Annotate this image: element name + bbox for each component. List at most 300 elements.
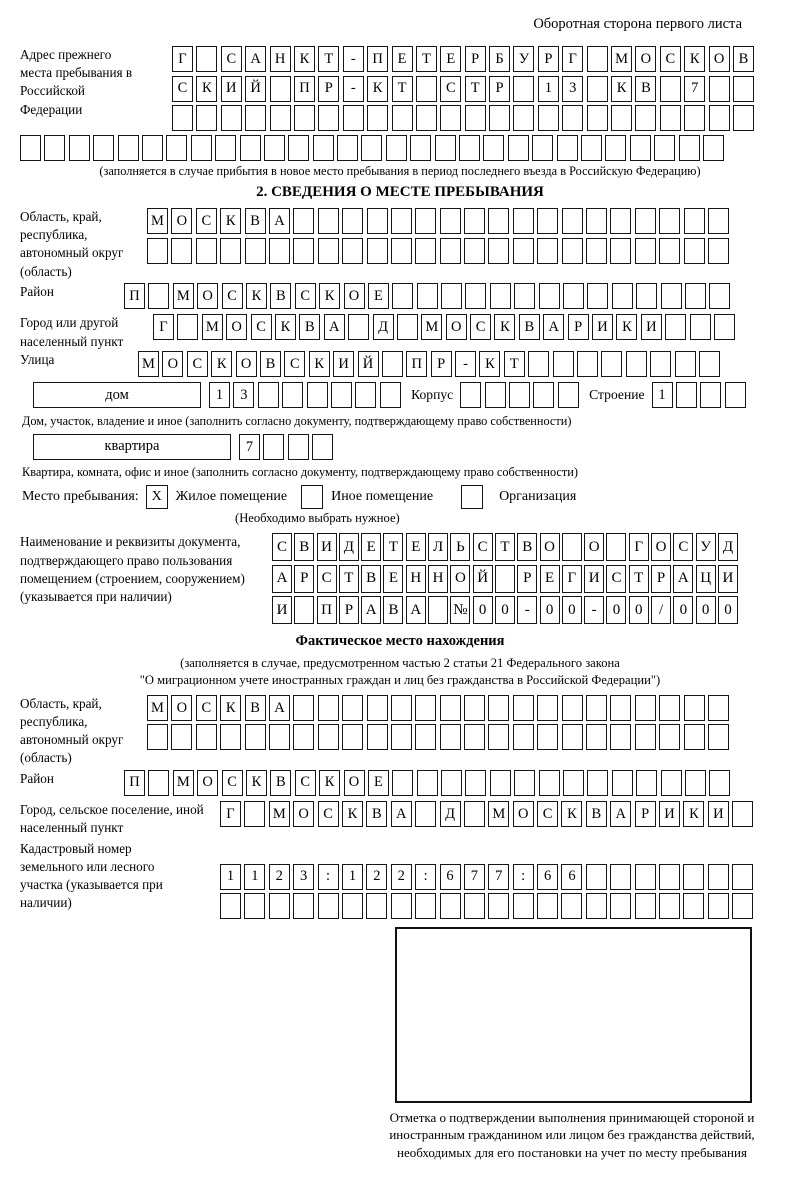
char-box[interactable]: - <box>343 46 364 72</box>
char-box[interactable]: К <box>220 695 241 721</box>
char-box[interactable]: Д <box>373 314 394 340</box>
char-box[interactable] <box>166 135 187 161</box>
char-box[interactable]: Т <box>495 533 515 561</box>
char-box[interactable] <box>258 382 279 408</box>
char-box[interactable] <box>586 893 607 919</box>
char-box[interactable] <box>416 105 437 131</box>
char-box[interactable]: К <box>616 314 637 340</box>
char-box[interactable] <box>488 724 509 750</box>
char-box[interactable] <box>489 105 510 131</box>
char-box[interactable]: И <box>584 565 604 593</box>
char-box[interactable] <box>537 238 558 264</box>
char-box[interactable] <box>709 770 730 796</box>
char-box[interactable]: С <box>318 801 339 827</box>
char-box[interactable]: О <box>540 533 560 561</box>
char-box[interactable] <box>342 893 363 919</box>
char-box[interactable] <box>147 724 168 750</box>
char-box[interactable]: М <box>611 46 632 72</box>
char-box[interactable] <box>659 208 680 234</box>
char-box[interactable] <box>464 801 485 827</box>
char-box[interactable]: В <box>270 283 291 309</box>
char-box[interactable]: С <box>196 695 217 721</box>
char-box[interactable] <box>415 208 436 234</box>
char-box[interactable] <box>282 382 303 408</box>
char-box[interactable] <box>343 105 364 131</box>
char-box[interactable] <box>342 724 363 750</box>
char-box[interactable] <box>709 105 730 131</box>
char-box[interactable]: 6 <box>440 864 461 890</box>
char-box[interactable] <box>391 893 412 919</box>
checkbox-other-premises[interactable] <box>301 485 323 509</box>
char-box[interactable]: Й <box>245 76 266 102</box>
char-box[interactable] <box>386 135 407 161</box>
char-box[interactable] <box>380 382 401 408</box>
char-box[interactable] <box>537 724 558 750</box>
char-box[interactable]: Д <box>718 533 738 561</box>
char-box[interactable]: В <box>245 208 266 234</box>
char-box[interactable] <box>732 864 753 890</box>
char-box[interactable]: Р <box>517 565 537 593</box>
char-box[interactable]: О <box>162 351 183 377</box>
char-box[interactable] <box>513 724 534 750</box>
char-box[interactable] <box>465 283 486 309</box>
char-box[interactable] <box>650 351 671 377</box>
char-box[interactable] <box>93 135 114 161</box>
char-box[interactable]: Е <box>368 770 389 796</box>
char-box[interactable]: С <box>295 770 316 796</box>
char-box[interactable] <box>538 105 559 131</box>
char-box[interactable] <box>659 893 680 919</box>
char-box[interactable]: О <box>197 770 218 796</box>
char-box[interactable]: К <box>561 801 582 827</box>
char-box[interactable]: П <box>124 770 145 796</box>
char-box[interactable]: С <box>172 76 193 102</box>
char-box[interactable]: О <box>344 283 365 309</box>
char-box[interactable]: 0 <box>540 596 560 624</box>
checkbox-organization[interactable] <box>461 485 483 509</box>
char-box[interactable]: А <box>269 208 290 234</box>
char-box[interactable] <box>488 238 509 264</box>
char-box[interactable]: И <box>708 801 729 827</box>
char-box[interactable]: К <box>479 351 500 377</box>
char-box[interactable] <box>318 105 339 131</box>
char-box[interactable]: В <box>635 76 656 102</box>
char-box[interactable] <box>318 695 339 721</box>
char-box[interactable]: 1 <box>652 382 673 408</box>
char-box[interactable] <box>415 801 436 827</box>
char-box[interactable] <box>509 382 530 408</box>
char-box[interactable] <box>177 314 198 340</box>
char-box[interactable]: Т <box>504 351 525 377</box>
char-box[interactable] <box>562 695 583 721</box>
char-box[interactable]: Д <box>339 533 359 561</box>
house-type-box[interactable]: дом <box>33 382 201 408</box>
char-box[interactable]: А <box>391 801 412 827</box>
char-box[interactable]: О <box>171 208 192 234</box>
char-box[interactable] <box>488 695 509 721</box>
char-box[interactable] <box>665 314 686 340</box>
char-box[interactable]: М <box>488 801 509 827</box>
char-box[interactable] <box>732 893 753 919</box>
char-box[interactable] <box>537 695 558 721</box>
char-box[interactable]: Г <box>220 801 241 827</box>
char-box[interactable]: 0 <box>606 596 626 624</box>
char-box[interactable] <box>485 382 506 408</box>
char-box[interactable] <box>391 724 412 750</box>
char-box[interactable]: В <box>519 314 540 340</box>
char-box[interactable] <box>147 238 168 264</box>
char-box[interactable] <box>355 382 376 408</box>
char-box[interactable]: 0 <box>696 596 716 624</box>
char-box[interactable] <box>610 695 631 721</box>
char-box[interactable]: 1 <box>209 382 230 408</box>
char-box[interactable]: 7 <box>239 434 260 460</box>
char-box[interactable]: О <box>446 314 467 340</box>
char-box[interactable] <box>676 382 697 408</box>
char-box[interactable] <box>392 770 413 796</box>
char-box[interactable] <box>294 105 315 131</box>
char-box[interactable] <box>337 135 358 161</box>
char-box[interactable] <box>441 770 462 796</box>
char-box[interactable] <box>537 208 558 234</box>
char-box[interactable]: С <box>251 314 272 340</box>
char-box[interactable] <box>513 695 534 721</box>
char-box[interactable] <box>586 724 607 750</box>
char-box[interactable]: А <box>543 314 564 340</box>
char-box[interactable] <box>684 724 705 750</box>
char-box[interactable]: Е <box>440 46 461 72</box>
char-box[interactable]: К <box>342 801 363 827</box>
char-box[interactable]: 2 <box>391 864 412 890</box>
char-box[interactable] <box>610 724 631 750</box>
char-box[interactable] <box>361 135 382 161</box>
char-box[interactable]: С <box>473 533 493 561</box>
char-box[interactable]: Б <box>489 46 510 72</box>
char-box[interactable] <box>610 893 631 919</box>
char-box[interactable] <box>342 238 363 264</box>
char-box[interactable] <box>654 135 675 161</box>
char-box[interactable]: Т <box>629 565 649 593</box>
char-box[interactable] <box>293 893 314 919</box>
char-box[interactable]: Н <box>270 46 291 72</box>
char-box[interactable] <box>675 351 696 377</box>
char-box[interactable]: О <box>197 283 218 309</box>
char-box[interactable] <box>435 135 456 161</box>
char-box[interactable] <box>684 695 705 721</box>
char-box[interactable]: И <box>317 533 337 561</box>
char-box[interactable] <box>635 893 656 919</box>
char-box[interactable]: Р <box>635 801 656 827</box>
char-box[interactable] <box>20 135 41 161</box>
char-box[interactable]: О <box>513 801 534 827</box>
apartment-type-box[interactable]: квартира <box>33 434 231 460</box>
char-box[interactable]: Е <box>361 533 381 561</box>
char-box[interactable]: М <box>202 314 223 340</box>
char-box[interactable] <box>148 283 169 309</box>
char-box[interactable]: О <box>293 801 314 827</box>
char-box[interactable] <box>245 724 266 750</box>
char-box[interactable]: 0 <box>673 596 693 624</box>
char-box[interactable]: 1 <box>342 864 363 890</box>
char-box[interactable]: О <box>236 351 257 377</box>
char-box[interactable]: 0 <box>562 596 582 624</box>
char-box[interactable]: 2 <box>366 864 387 890</box>
char-box[interactable] <box>464 208 485 234</box>
char-box[interactable] <box>708 724 729 750</box>
char-box[interactable]: А <box>610 801 631 827</box>
char-box[interactable]: В <box>270 770 291 796</box>
char-box[interactable] <box>348 314 369 340</box>
char-box[interactable] <box>684 238 705 264</box>
char-box[interactable]: М <box>138 351 159 377</box>
char-box[interactable] <box>610 864 631 890</box>
char-box[interactable]: Е <box>406 533 426 561</box>
char-box[interactable] <box>367 724 388 750</box>
char-box[interactable]: М <box>147 208 168 234</box>
char-box[interactable] <box>367 208 388 234</box>
char-box[interactable]: А <box>269 695 290 721</box>
char-box[interactable]: С <box>196 208 217 234</box>
char-box[interactable]: 3 <box>562 76 583 102</box>
char-box[interactable] <box>684 105 705 131</box>
char-box[interactable]: 0 <box>473 596 493 624</box>
char-box[interactable]: С <box>660 46 681 72</box>
char-box[interactable]: 6 <box>537 864 558 890</box>
char-box[interactable] <box>725 382 746 408</box>
char-box[interactable]: О <box>171 695 192 721</box>
char-box[interactable] <box>635 864 656 890</box>
char-box[interactable]: 1 <box>244 864 265 890</box>
char-box[interactable]: П <box>294 76 315 102</box>
char-box[interactable]: Т <box>392 76 413 102</box>
char-box[interactable] <box>587 105 608 131</box>
char-box[interactable] <box>558 382 579 408</box>
char-box[interactable]: 7 <box>488 864 509 890</box>
char-box[interactable] <box>392 283 413 309</box>
char-box[interactable] <box>245 238 266 264</box>
char-box[interactable] <box>488 893 509 919</box>
char-box[interactable] <box>708 208 729 234</box>
char-box[interactable]: О <box>344 770 365 796</box>
char-box[interactable]: Е <box>540 565 560 593</box>
char-box[interactable] <box>630 135 651 161</box>
char-box[interactable]: 6 <box>561 864 582 890</box>
char-box[interactable]: А <box>406 596 426 624</box>
char-box[interactable] <box>732 801 753 827</box>
char-box[interactable] <box>440 238 461 264</box>
char-box[interactable]: Т <box>318 46 339 72</box>
char-box[interactable] <box>659 238 680 264</box>
char-box[interactable] <box>215 135 236 161</box>
char-box[interactable] <box>661 770 682 796</box>
char-box[interactable]: В <box>586 801 607 827</box>
char-box[interactable] <box>171 238 192 264</box>
char-box[interactable] <box>513 208 534 234</box>
char-box[interactable] <box>709 283 730 309</box>
char-box[interactable] <box>626 351 647 377</box>
char-box[interactable]: К <box>684 46 705 72</box>
char-box[interactable]: И <box>659 801 680 827</box>
char-box[interactable]: С <box>187 351 208 377</box>
char-box[interactable] <box>312 434 333 460</box>
char-box[interactable] <box>586 208 607 234</box>
char-box[interactable] <box>264 135 285 161</box>
char-box[interactable] <box>699 351 720 377</box>
char-box[interactable]: 3 <box>233 382 254 408</box>
char-box[interactable] <box>660 76 681 102</box>
char-box[interactable] <box>465 770 486 796</box>
char-box[interactable]: И <box>333 351 354 377</box>
char-box[interactable]: Е <box>368 283 389 309</box>
char-box[interactable] <box>636 770 657 796</box>
char-box[interactable] <box>307 382 328 408</box>
char-box[interactable] <box>342 208 363 234</box>
char-box[interactable] <box>196 105 217 131</box>
char-box[interactable]: Т <box>416 46 437 72</box>
char-box[interactable]: У <box>513 46 534 72</box>
char-box[interactable]: О <box>651 533 671 561</box>
char-box[interactable] <box>587 770 608 796</box>
char-box[interactable] <box>587 283 608 309</box>
char-box[interactable]: В <box>299 314 320 340</box>
char-box[interactable]: / <box>651 596 671 624</box>
char-box[interactable]: С <box>284 351 305 377</box>
char-box[interactable]: М <box>269 801 290 827</box>
char-box[interactable]: А <box>673 565 693 593</box>
char-box[interactable] <box>415 893 436 919</box>
char-box[interactable] <box>416 76 437 102</box>
char-box[interactable] <box>514 770 535 796</box>
char-box[interactable] <box>460 382 481 408</box>
char-box[interactable]: М <box>173 283 194 309</box>
char-box[interactable] <box>172 105 193 131</box>
char-box[interactable]: К <box>275 314 296 340</box>
char-box[interactable]: 0 <box>718 596 738 624</box>
char-box[interactable] <box>318 893 339 919</box>
char-box[interactable]: Н <box>428 565 448 593</box>
char-box[interactable] <box>318 724 339 750</box>
char-box[interactable] <box>708 864 729 890</box>
char-box[interactable] <box>69 135 90 161</box>
char-box[interactable] <box>440 105 461 131</box>
char-box[interactable] <box>685 770 706 796</box>
char-box[interactable] <box>318 238 339 264</box>
char-box[interactable]: К <box>309 351 330 377</box>
char-box[interactable] <box>562 105 583 131</box>
char-box[interactable]: 0 <box>495 596 515 624</box>
char-box[interactable] <box>318 208 339 234</box>
char-box[interactable] <box>635 105 656 131</box>
char-box[interactable] <box>440 724 461 750</box>
char-box[interactable] <box>464 695 485 721</box>
char-box[interactable] <box>440 893 461 919</box>
char-box[interactable] <box>441 283 462 309</box>
char-box[interactable] <box>464 893 485 919</box>
char-box[interactable] <box>196 238 217 264</box>
char-box[interactable]: 7 <box>464 864 485 890</box>
char-box[interactable]: О <box>709 46 730 72</box>
char-box[interactable] <box>610 238 631 264</box>
char-box[interactable] <box>244 893 265 919</box>
char-box[interactable]: Ц <box>696 565 716 593</box>
char-box[interactable] <box>263 434 284 460</box>
char-box[interactable] <box>415 238 436 264</box>
char-box[interactable]: С <box>295 283 316 309</box>
char-box[interactable] <box>415 724 436 750</box>
char-box[interactable] <box>240 135 261 161</box>
char-box[interactable] <box>601 351 622 377</box>
char-box[interactable]: В <box>245 695 266 721</box>
char-box[interactable] <box>539 283 560 309</box>
char-box[interactable] <box>605 135 626 161</box>
char-box[interactable]: 1 <box>220 864 241 890</box>
char-box[interactable] <box>577 351 598 377</box>
char-box[interactable]: С <box>272 533 292 561</box>
char-box[interactable]: И <box>718 565 738 593</box>
char-box[interactable]: Р <box>651 565 671 593</box>
char-box[interactable]: - <box>584 596 604 624</box>
char-box[interactable] <box>539 770 560 796</box>
char-box[interactable]: А <box>361 596 381 624</box>
char-box[interactable] <box>508 135 529 161</box>
char-box[interactable] <box>459 135 480 161</box>
char-box[interactable] <box>440 208 461 234</box>
char-box[interactable] <box>513 893 534 919</box>
char-box[interactable] <box>331 382 352 408</box>
char-box[interactable] <box>587 46 608 72</box>
char-box[interactable] <box>191 135 212 161</box>
char-box[interactable]: И <box>221 76 242 102</box>
char-box[interactable] <box>342 695 363 721</box>
char-box[interactable]: И <box>641 314 662 340</box>
char-box[interactable]: В <box>383 596 403 624</box>
char-box[interactable]: Т <box>465 76 486 102</box>
char-box[interactable] <box>44 135 65 161</box>
char-box[interactable]: С <box>673 533 693 561</box>
char-box[interactable]: К <box>367 76 388 102</box>
char-box[interactable] <box>171 724 192 750</box>
char-box[interactable] <box>392 105 413 131</box>
char-box[interactable]: И <box>272 596 292 624</box>
char-box[interactable]: 1 <box>538 76 559 102</box>
char-box[interactable] <box>391 208 412 234</box>
char-box[interactable]: М <box>421 314 442 340</box>
char-box[interactable]: А <box>245 46 266 72</box>
char-box[interactable] <box>245 105 266 131</box>
char-box[interactable]: К <box>220 208 241 234</box>
char-box[interactable]: Р <box>465 46 486 72</box>
char-box[interactable] <box>563 283 584 309</box>
char-box[interactable]: К <box>246 283 267 309</box>
char-box[interactable] <box>196 46 217 72</box>
char-box[interactable] <box>562 533 582 561</box>
char-box[interactable] <box>587 76 608 102</box>
char-box[interactable] <box>679 135 700 161</box>
char-box[interactable] <box>148 770 169 796</box>
char-box[interactable]: П <box>317 596 337 624</box>
char-box[interactable] <box>118 135 139 161</box>
char-box[interactable] <box>221 105 242 131</box>
char-box[interactable] <box>513 105 534 131</box>
char-box[interactable]: К <box>683 801 704 827</box>
char-box[interactable]: 0 <box>629 596 649 624</box>
char-box[interactable]: О <box>226 314 247 340</box>
char-box[interactable] <box>410 135 431 161</box>
char-box[interactable]: С <box>440 76 461 102</box>
char-box[interactable] <box>635 695 656 721</box>
char-box[interactable]: К <box>294 46 315 72</box>
char-box[interactable] <box>562 208 583 234</box>
